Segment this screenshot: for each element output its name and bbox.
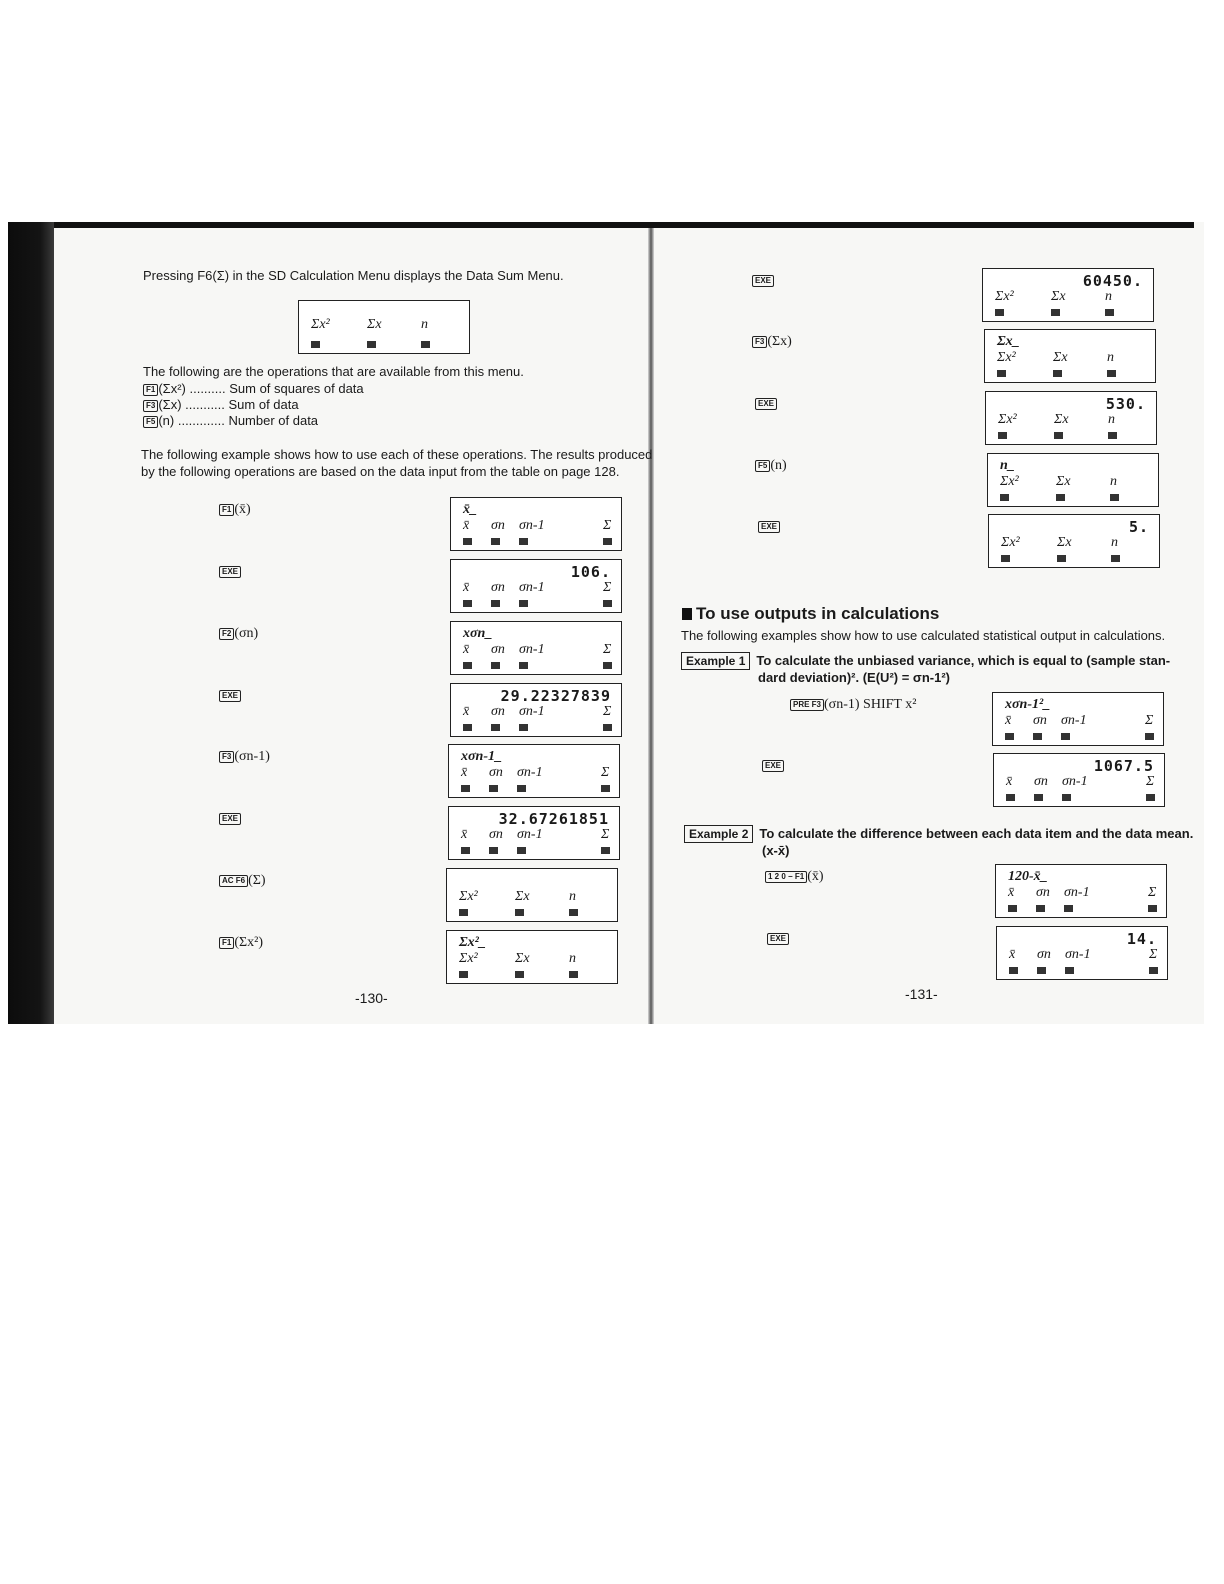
lcd-menu-label: Σ <box>603 704 612 719</box>
lcd-input-line: Σx²_ <box>459 935 486 950</box>
op-fn: (Σx²) <box>158 381 186 396</box>
lcd-display <box>987 453 1159 507</box>
op-desc: Number of data <box>228 413 319 428</box>
key-sequence <box>767 930 789 947</box>
lcd-menu-label: n <box>1108 412 1115 427</box>
lcd-display <box>996 926 1168 980</box>
op-dots: ............. <box>174 413 225 428</box>
lcd-fkey-markers <box>1008 905 1156 913</box>
lcd-menu-label: n <box>1110 474 1117 489</box>
section-intro: The following examples show how to use calculated statistical output in calculations. <box>681 628 1166 643</box>
example-1-text: To calculate the unbiased variance, which is equal to (sample stan- <box>756 653 1171 668</box>
calculator-key-icon: EXE <box>758 521 780 533</box>
lcd-menu-label: σn <box>491 580 505 595</box>
lcd-menu-label: x̄ <box>1009 947 1016 962</box>
lcd-result: 1067.5 <box>1093 757 1154 775</box>
lcd-fkey-markers <box>1009 967 1157 975</box>
lcd-menu-label: x̄ <box>1006 774 1013 789</box>
op-fn: (n) <box>158 413 175 428</box>
op-dots: ........... <box>181 397 225 412</box>
lcd-menu-label: x̄ <box>463 642 470 657</box>
key-sequence <box>765 868 824 885</box>
lcd-input-line: n_ <box>1000 458 1015 473</box>
lcd-menu-label: Σ <box>603 642 612 657</box>
lcd-menu-label: Σ <box>601 827 610 842</box>
ops-intro: The following are the operations that are available from this menu. <box>143 364 524 379</box>
lcd-fkey-markers <box>1001 555 1149 563</box>
lcd-menu-label: Σx² <box>1001 535 1020 550</box>
lcd-menu-label: Σ <box>601 765 610 780</box>
lcd-menu-label: σn-1 <box>519 704 545 719</box>
lcd-menu-label: Σ <box>1149 947 1158 962</box>
lcd-menu-label: Σx <box>515 951 530 966</box>
example-1-label: Example 1 <box>681 652 750 670</box>
key-sequence <box>752 272 774 289</box>
lcd-fkey-markers <box>997 370 1145 378</box>
lcd-menu-label: Σx <box>1057 535 1072 550</box>
key-f1-icon: F1 <box>143 384 158 396</box>
example-1-heading <box>681 652 1170 670</box>
label: Σx² <box>311 317 330 332</box>
lcd-menu-label: Σx² <box>997 350 1016 365</box>
key-function: (Σ) <box>248 873 266 888</box>
lcd-input-line: Σx_ <box>997 334 1020 349</box>
lcd-menu-label: Σx² <box>459 889 478 904</box>
calculator-key-icon: F2 <box>219 628 234 640</box>
lcd-menu-label: σn <box>491 518 505 533</box>
lcd-menu-label: Σx <box>1056 474 1071 489</box>
example-text: by the following operations are based on the data input from the table on page 128. <box>141 464 620 479</box>
lcd-fkey-markers <box>995 309 1143 317</box>
calculator-key-icon: PRE F3 <box>790 699 824 711</box>
lcd-display <box>982 268 1154 322</box>
calculator-key-icon: EXE <box>762 760 784 772</box>
lcd-result: 106. <box>570 563 611 581</box>
lcd-menu-label: σn <box>491 642 505 657</box>
calculator-key-icon: EXE <box>755 398 777 410</box>
lcd-menu-label: σn <box>1034 774 1048 789</box>
lcd-menu-label: Σ <box>1148 885 1157 900</box>
lcd-menu-label: Σ <box>1145 713 1154 728</box>
key-sequence <box>762 757 784 774</box>
lcd-menu-label: σn-1 <box>1061 713 1087 728</box>
key-sequence <box>755 457 787 474</box>
calculator-key-icon: F3 <box>219 751 234 763</box>
section-title <box>682 606 939 622</box>
calculator-key-icon: EXE <box>752 275 774 287</box>
key-sequence <box>755 395 777 412</box>
lcd-menu-label: n <box>1111 535 1118 550</box>
lcd-fkey-markers <box>998 432 1146 440</box>
lcd-display <box>988 514 1160 568</box>
lcd-result: 14. <box>1126 930 1157 948</box>
key-function: (x̄) <box>234 502 251 517</box>
key-sequence <box>790 696 916 713</box>
lcd-menu-label: n <box>569 889 576 904</box>
lcd-menu-label: σn-1 <box>1064 885 1090 900</box>
example-2-label: Example 2 <box>684 825 753 843</box>
intro-text: Pressing F6(Σ) in the SD Calculation Menu displays the Data Sum Menu. <box>143 268 564 283</box>
page-number: -131- <box>905 986 938 1002</box>
op-desc: Sum of data <box>228 397 299 412</box>
lcd-result: 32.67261851 <box>498 810 609 828</box>
op-fn: (Σx) <box>158 397 182 412</box>
key-sequence <box>752 333 792 350</box>
lcd-input-line: xσn-1_ <box>461 749 502 764</box>
key-function: (x̄) <box>807 869 824 884</box>
calculator-key-icon: EXE <box>767 933 789 945</box>
section-title-text: To use outputs in calculations <box>696 604 940 623</box>
lcd-display <box>995 864 1167 918</box>
calculator-key-icon: AC F6 <box>219 875 248 887</box>
label: Σx <box>367 317 382 332</box>
op-desc: Sum of squares of data <box>229 381 364 396</box>
lcd-menu-label: Σ <box>603 518 612 533</box>
calculator-key-icon: EXE <box>219 690 241 702</box>
lcd-input-line: x̄_ <box>463 502 477 517</box>
lcd-menu-label: x̄ <box>463 580 470 595</box>
lcd-menu-label: x̄ <box>1008 885 1015 900</box>
key-function: (Σx²) <box>234 935 264 950</box>
lcd-menu-label: σn <box>1033 713 1047 728</box>
bullet-square-icon <box>682 608 692 620</box>
lcd-display <box>984 329 1156 383</box>
key-function: (σn) <box>234 626 259 641</box>
example-2-text-2: (x-x̄) <box>762 843 790 858</box>
key-f5-icon: F5 <box>143 416 158 428</box>
lcd-display <box>992 692 1164 746</box>
lcd-menu-label: Σx <box>515 889 530 904</box>
calculator-key-icon: F5 <box>755 460 770 472</box>
key-f3-icon: F3 <box>143 400 158 412</box>
example-2-heading <box>684 825 1193 843</box>
op-dots: .......... <box>185 381 226 396</box>
label: n <box>421 317 428 332</box>
lcd-menu-label: Σx² <box>998 412 1017 427</box>
lcd-menu-label: σn-1 <box>517 765 543 780</box>
lcd-menu-label: x̄ <box>463 518 470 533</box>
lcd-menu-label: σn <box>1036 885 1050 900</box>
lcd-menu-label: σn <box>489 765 503 780</box>
key-function: (σn-1) <box>234 749 270 764</box>
calculator-key-icon: F1 <box>219 504 234 516</box>
lcd-menu-label: σn-1 <box>519 518 545 533</box>
lcd-menu-label: Σ <box>603 580 612 595</box>
lcd-input-line: 120-x̄_ <box>1008 869 1048 884</box>
key-function: (σn-1) SHIFT x² <box>824 697 917 712</box>
lcd-menu-label: σn <box>1037 947 1051 962</box>
lcd-menu-label: σn-1 <box>517 827 543 842</box>
lcd-menu-label: σn <box>491 704 505 719</box>
calculator-key-icon: EXE <box>219 566 241 578</box>
calculator-key-icon: F1 <box>219 937 234 949</box>
lcd-menu-label: x̄ <box>463 704 470 719</box>
lcd-menu-label: Σx <box>1051 289 1066 304</box>
lcd-menu-label: Σx <box>1054 412 1069 427</box>
lcd-result: 5. <box>1128 518 1149 536</box>
lcd-menu-label: x̄ <box>461 827 468 842</box>
lcd-fkey-markers <box>1006 794 1154 802</box>
lcd-menu-label: Σ <box>1146 774 1155 789</box>
lcd-menu-label: σn-1 <box>519 642 545 657</box>
key-function: (Σx) <box>767 334 792 349</box>
lcd-menu-label: Σx² <box>459 951 478 966</box>
lcd-input-line: xσn_ <box>463 626 493 641</box>
calculator-key-icon: EXE <box>219 813 241 825</box>
lcd-menu-label: x̄ <box>461 765 468 780</box>
lcd-menu-label: Σx² <box>1000 474 1019 489</box>
lcd-result: 29.22327839 <box>500 687 611 705</box>
example-text: The following example shows how to use each of these operations. The results produced <box>141 447 653 462</box>
lcd-input-line: xσn-1²_ <box>1005 697 1051 712</box>
lcd-menu-label: σn-1 <box>1065 947 1091 962</box>
page-number: -130- <box>355 990 388 1006</box>
example-1-text-2: dard deviation)². (E(U²) = σn-1²) <box>758 670 950 685</box>
lcd-menu-label: σn-1 <box>1062 774 1088 789</box>
example-2-text: To calculate the difference between each data item and the data mean. <box>759 826 1194 841</box>
key-function: (n) <box>770 458 787 473</box>
key-sequence <box>758 518 780 535</box>
lcd-fkey-markers <box>1005 733 1153 741</box>
lcd-menu-label: n <box>1107 350 1114 365</box>
calculator-key-icon: 1 2 0 − F1 <box>765 871 807 883</box>
lcd-menu-label: n <box>1105 289 1112 304</box>
lcd-menu-label: x̄ <box>1005 713 1012 728</box>
lcd-display <box>985 391 1157 445</box>
lcd-menu-label: σn-1 <box>519 580 545 595</box>
calculator-key-icon: F3 <box>752 336 767 348</box>
lcd-menu-label: Σx² <box>995 289 1014 304</box>
lcd-menu-label: n <box>569 951 576 966</box>
lcd-menu-label: Σx <box>1053 350 1068 365</box>
lcd-result: 530. <box>1105 395 1146 413</box>
lcd-result: 60450. <box>1082 272 1143 290</box>
lcd-fkey-markers <box>1000 494 1148 502</box>
lcd-display <box>993 753 1165 807</box>
lcd-menu-label: σn <box>489 827 503 842</box>
